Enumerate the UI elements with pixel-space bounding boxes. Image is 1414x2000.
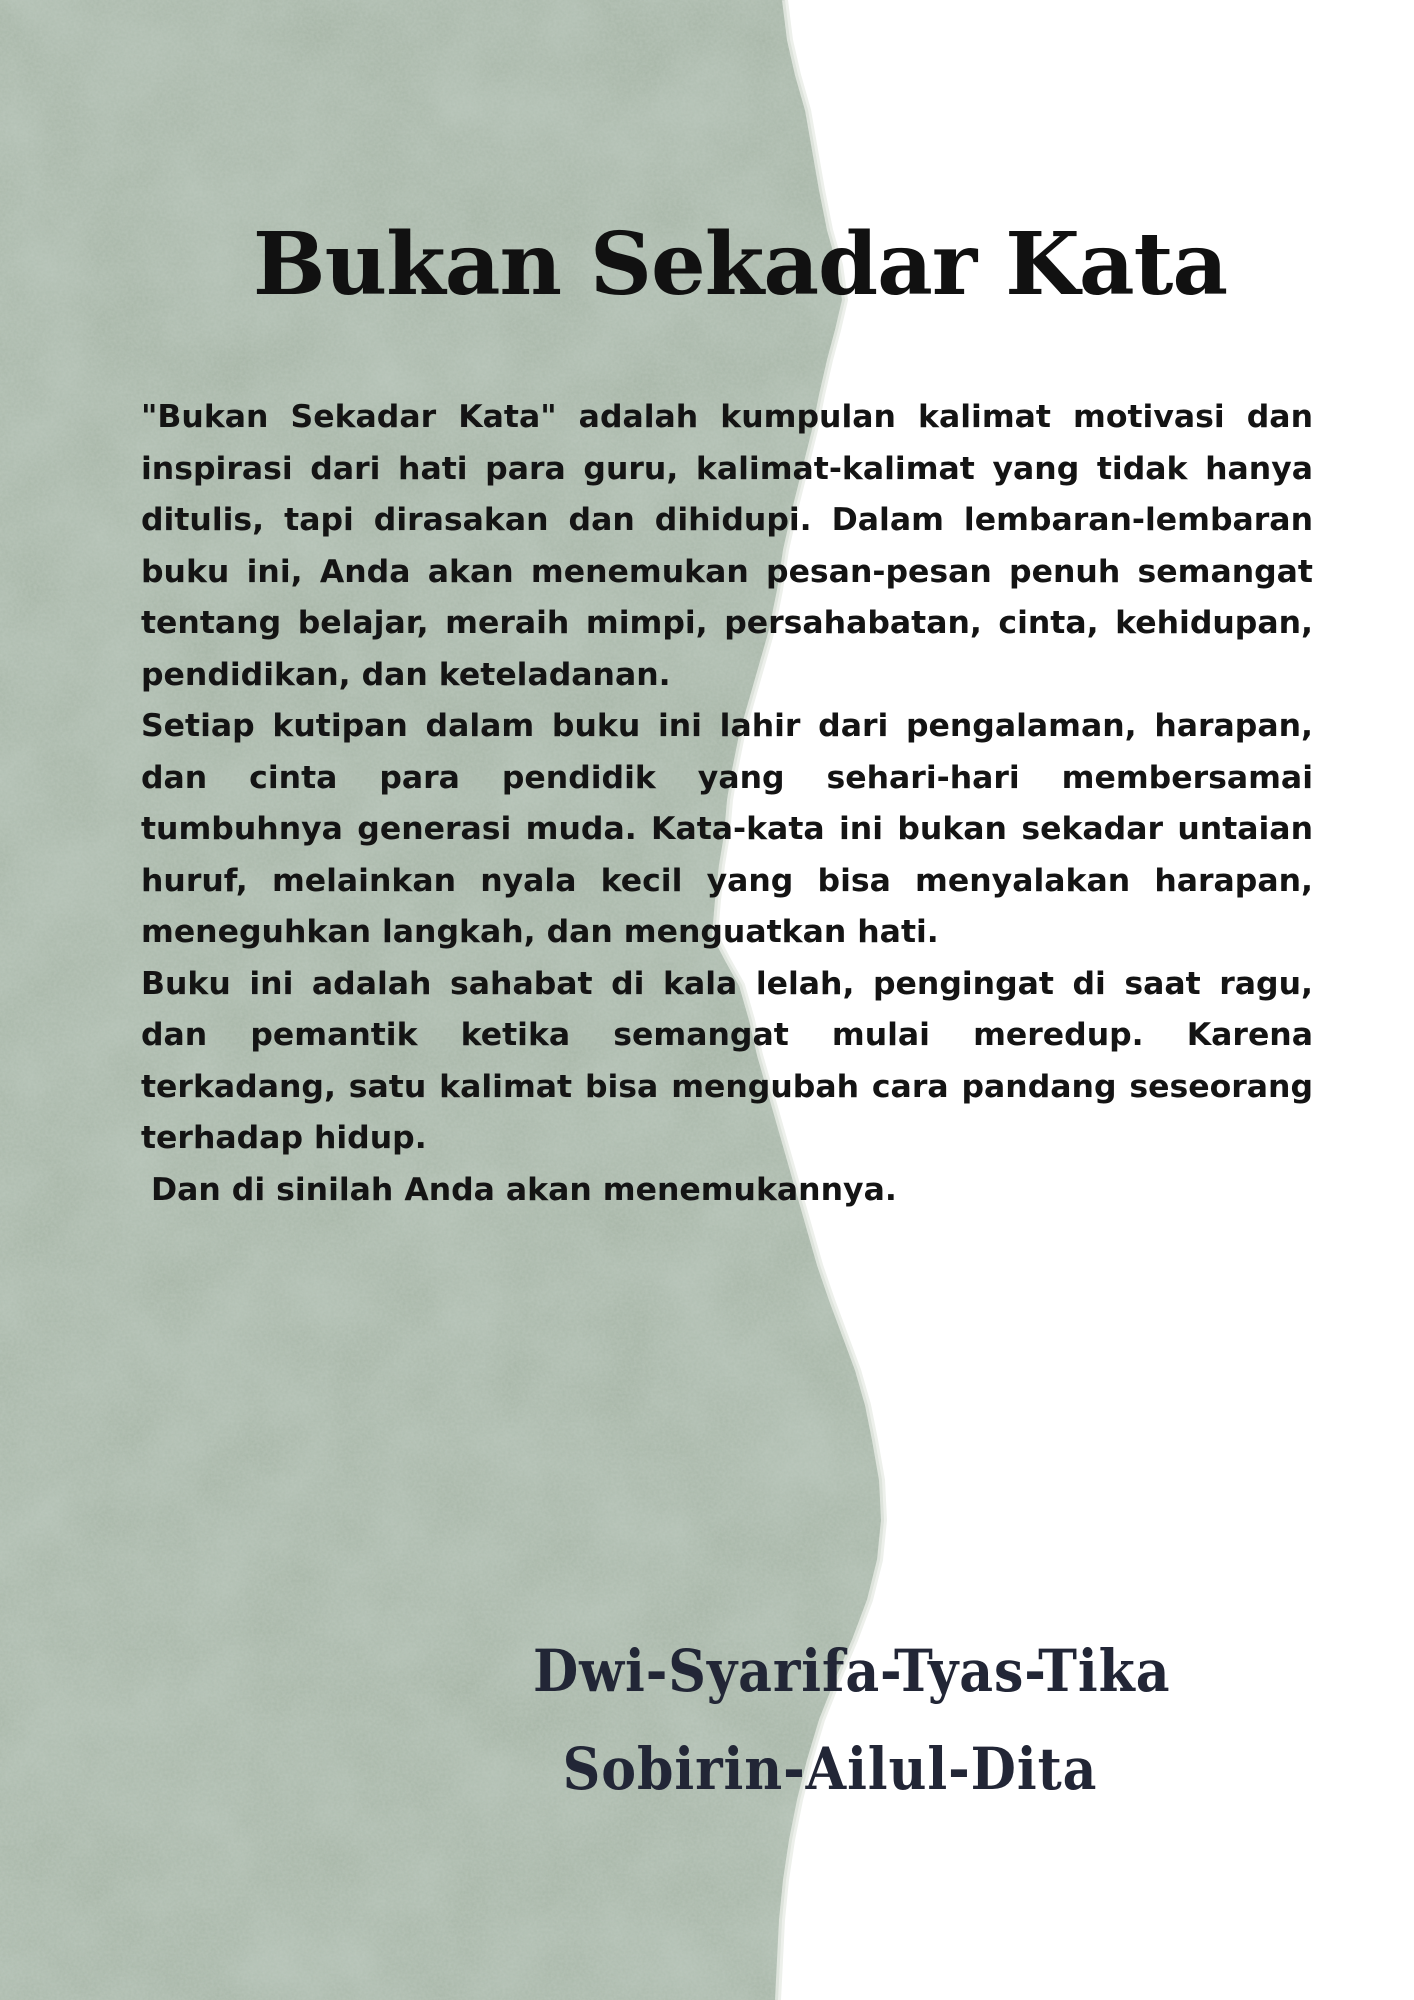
authors-line-1: Dwi-Syarifa-Tyas-Tika (533, 1637, 1171, 1705)
authors-line-2: Sobirin-Ailul-Dita (562, 1735, 1098, 1803)
paragraph-1: "Bukan Sekadar Kata" adalah kumpulan kalimat motivasi dan inspirasi dari hati para guru, kalimat-kalimat yang tidak hanya ditulis, tapi dirasakan dan dihidupi. Dalam lembaran-lembaran buku ini, Anda akan menemukan pesan-pesan penuh semangat tentang belajar, meraih mimpi, persahabatan, cinta, kehidupan, pendidikan, dan keteladanan. (141, 399, 1313, 693)
page-title: Bukan Sekadar Kata (252, 214, 1228, 315)
paragraph-2: Setiap kutipan dalam buku ini lahir dari pengalaman, harapan, dan cinta para pendidik yang sehari-hari membersamai tumbuhnya generasi muda. Kata-kata ini bukan sekadar untaian huruf, melainkan nyala kecil yang bisa menyalakan harapan, meneguhkan langkah, dan menguatkan hati. (141, 708, 1313, 950)
closing-line: Dan di sinilah Anda akan menemukannya. (151, 1171, 897, 1208)
paragraph-3: Buku ini adalah sahabat di kala lelah, pengingat di saat ragu, dan pemantik ketika semangat mulai meredup. Karena terkadang, satu kalimat bisa mengubah cara pandang seseorang terhadap hidup. (141, 965, 1313, 1156)
authors-block (533, 1622, 1171, 1818)
description-text (141, 392, 1313, 1216)
